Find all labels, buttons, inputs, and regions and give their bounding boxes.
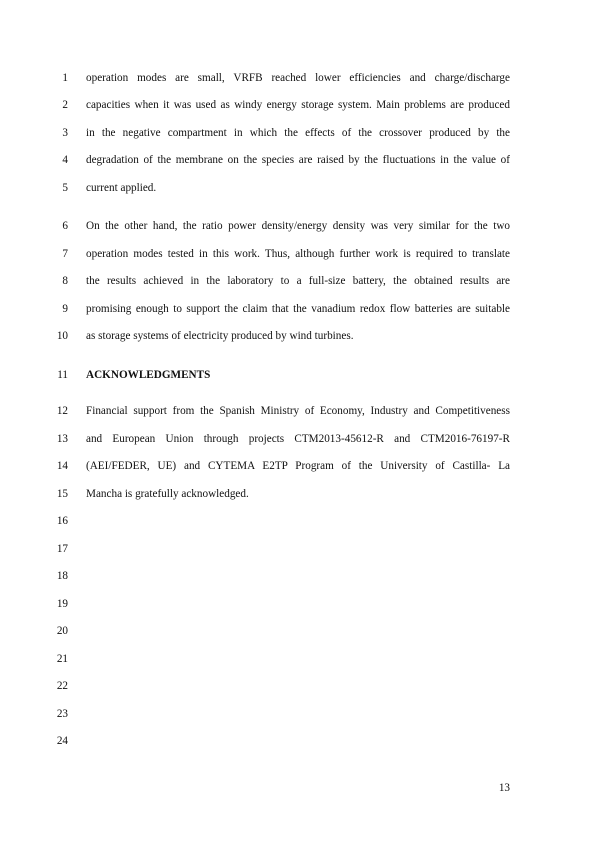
line-number: 6 bbox=[62, 220, 68, 232]
line-text: operation modes are small, VRFB reached lower efficiencies and charge/discharge bbox=[86, 72, 510, 84]
text-line-11 bbox=[0, 367, 595, 383]
line-number: 17 bbox=[56, 543, 68, 555]
line-text: as storage systems of electricity produced by wind turbines. bbox=[86, 330, 354, 342]
line-number: 13 bbox=[56, 433, 68, 445]
line-number: 7 bbox=[62, 248, 68, 260]
line-number: 22 bbox=[56, 680, 68, 692]
line-number: 5 bbox=[62, 182, 68, 194]
line-text: and European Union through projects CTM2013-45612-R and CTM2016-76197-R bbox=[86, 433, 510, 445]
line-number: 15 bbox=[56, 488, 68, 500]
line-number: 10 bbox=[56, 330, 68, 342]
line-number: 11 bbox=[57, 369, 68, 381]
text-line-10 bbox=[0, 328, 595, 344]
line-number: 21 bbox=[56, 653, 68, 665]
text-line-12 bbox=[0, 403, 595, 419]
line-number: 2 bbox=[62, 99, 68, 111]
text-line-13 bbox=[0, 431, 595, 447]
text-line-8 bbox=[0, 273, 595, 289]
text-line-22 bbox=[0, 678, 595, 694]
line-text: Financial support from the Spanish Ministry of Economy, Industry and Competitiveness bbox=[86, 405, 510, 417]
line-text: Mancha is gratefully acknowledged. bbox=[86, 488, 249, 500]
text-line-24 bbox=[0, 733, 595, 749]
text-line-4 bbox=[0, 152, 595, 168]
section-heading: ACKNOWLEDGMENTS bbox=[86, 369, 211, 381]
line-text: degradation of the membrane on the species are raised by the fluctuations in the value of bbox=[86, 154, 510, 166]
line-number: 14 bbox=[56, 460, 68, 472]
text-line-18 bbox=[0, 568, 595, 584]
line-number: 1 bbox=[62, 72, 68, 84]
text-line-20 bbox=[0, 623, 595, 639]
text-line-7 bbox=[0, 246, 595, 262]
text-line-23 bbox=[0, 706, 595, 722]
line-text: capacities when it was used as windy energy storage system. Main problems are produced bbox=[86, 99, 510, 111]
text-line-14 bbox=[0, 458, 595, 474]
line-text: current applied. bbox=[86, 182, 157, 194]
line-number: 19 bbox=[56, 598, 68, 610]
line-number: 4 bbox=[62, 154, 68, 166]
line-text: the results achieved in the laboratory to a full-size battery, the obtained results are bbox=[86, 275, 510, 287]
line-number: 23 bbox=[56, 708, 68, 720]
line-number: 3 bbox=[62, 127, 68, 139]
text-line-15 bbox=[0, 486, 595, 502]
line-text: operation modes tested in this work. Thus, although further work is required to translate bbox=[86, 248, 510, 260]
text-line-17 bbox=[0, 541, 595, 557]
line-text: On the other hand, the ratio power density/energy density was very similar for the two bbox=[86, 220, 510, 232]
line-number: 20 bbox=[56, 625, 68, 637]
line-text: promising enough to support the claim that the vanadium redox flow batteries are suitable bbox=[86, 303, 510, 315]
line-number: 9 bbox=[62, 303, 68, 315]
line-text: (AEI/FEDER, UE) and CYTEMA E2TP Program of the University of Castilla- La bbox=[86, 460, 510, 472]
text-line-6 bbox=[0, 218, 595, 234]
text-line-3 bbox=[0, 125, 595, 141]
text-line-19 bbox=[0, 596, 595, 612]
line-number: 24 bbox=[56, 735, 68, 747]
text-line-21 bbox=[0, 651, 595, 667]
text-line-5 bbox=[0, 180, 595, 196]
text-line-16 bbox=[0, 513, 595, 529]
line-number: 12 bbox=[56, 405, 68, 417]
text-line-2 bbox=[0, 97, 595, 113]
line-text: in the negative compartment in which the effects of the crossover produced by the bbox=[86, 127, 510, 139]
line-number: 8 bbox=[62, 275, 68, 287]
page-number: 13 bbox=[498, 782, 510, 794]
text-line-9 bbox=[0, 301, 595, 317]
text-line-1 bbox=[0, 70, 595, 86]
line-number: 16 bbox=[56, 515, 68, 527]
line-number: 18 bbox=[56, 570, 68, 582]
